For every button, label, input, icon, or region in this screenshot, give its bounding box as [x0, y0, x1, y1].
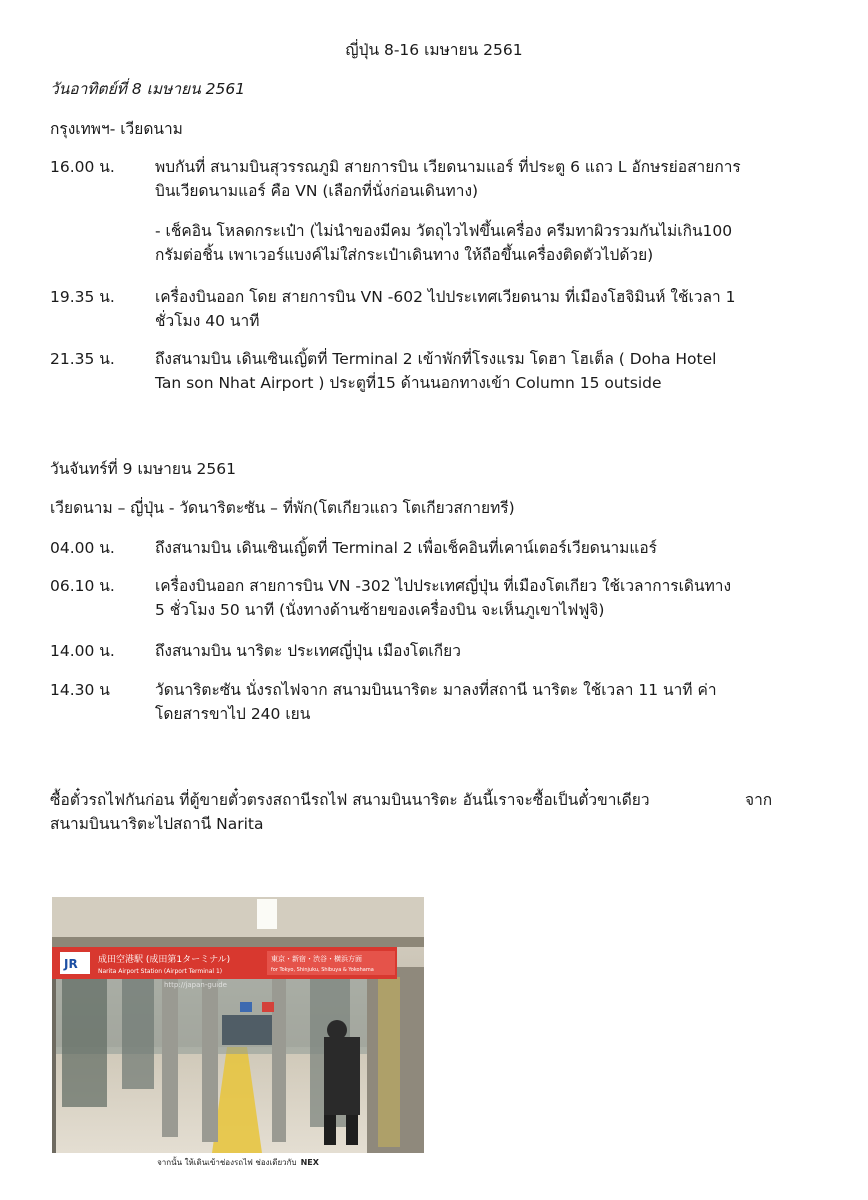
note-line-1-end: จาก [745, 791, 773, 809]
day1-time-1: 16.00 น. [50, 158, 115, 176]
note-line-2: สนามบินนาริตะไปสถานี Narita [50, 815, 264, 833]
day1-time-4: 21.35 น. [50, 350, 115, 368]
day2-desc-1a: ถึงสนามบิน เดินเซินเญิ้ตที่ Terminal 2 เพื่อเช็คอินที่เคาน์เตอร์เวียดนามแอร์ [155, 539, 657, 557]
day1-desc-3b: ชั่วโมง 40 นาที [155, 312, 260, 330]
sign-destination-jp: 東京・新宿・渋谷・横浜方面 [271, 955, 362, 963]
day1-desc-1b: บินเวียดนามแอร์ คือ VN (เลือกที่นั่งก่อนเดินทาง) [155, 182, 479, 200]
photo-caption-bold: NEX [300, 1158, 319, 1167]
day1-heading: วันอาทิตย์ที่ 8 เมษายน 2561 [50, 80, 246, 98]
page-title: ญี่ปุ่น 8-16 เมษายน 2561 [345, 41, 523, 59]
day2-desc-2a: เครื่องบินออก สายการบิน VN -302 ไปประเทศญี่ปุ่น ที่เมืองโตเกียว ใช้เวลาการเดินทาง [155, 577, 732, 595]
note-line-1: ซื้อตั๋วรถไฟกันก่อน ที่ตู้ขายตั๋วตรงสถานีรถไฟ สนามบินนาริตะ อันนี้เราจะซื้อเป็นตั๋วขาเดียว [50, 791, 650, 809]
sign-destination-en: for Tokyo, Shinjuku, Shibuya & Yokohama [271, 967, 374, 973]
day1-desc-4a: ถึงสนามบิน เดินเซินเญิ้ตที่ Terminal 2 เข้าพักที่โรงแรม โดฮา โฮเต็ล ( Doha Hotel [155, 350, 717, 368]
day1-desc-4b: Tan son Nhat Airport ) ประตูที่15 ด้านนอกทางเข้า Column 15 outside [155, 374, 662, 392]
photo-caption-text: จากนั้น ให้เดินเข้าช่องรถไฟ ช่องเดียวกับ [157, 1158, 297, 1167]
day2-desc-4b: โดยสารขาไป 240 เยน [155, 705, 311, 723]
day1-desc-3a: เครื่องบินออก โดย สายการบิน VN -602 ไปประเทศเวียดนาม ที่เมืองโฮจิมินห์ ใช้เวลา 1 [155, 288, 736, 306]
day1-desc-2b: กรัมต่อชิ้น เพาเวอร์แบงค์ไม่ใส่กระเป๋าเดินทาง ให้ถือขึ้นเครื่องติดตัวไปด้วย) [155, 246, 654, 264]
day2-route: เวียดนาม – ญี่ปุ่น - วัดนาริตะซัน – ที่พัก(โตเกียวแถว โตเกียวสกายทรี) [50, 499, 515, 517]
day2-time-4: 14.30 น [50, 681, 110, 699]
station-photo-illustration [52, 897, 424, 1153]
day1-route: กรุงเทพฯ- เวียดนาม [50, 120, 183, 138]
day2-time-1: 04.00 น. [50, 539, 115, 557]
day2-desc-2b: 5 ชั่วโมง 50 นาที (นั่งทางด้านซ้ายของเครื่องบิน จะเห็นภูเขาไฟฟูจิ) [155, 601, 605, 619]
jr-logo: JR [64, 957, 78, 971]
photo-caption [52, 1156, 424, 1170]
day2-time-2: 06.10 น. [50, 577, 115, 595]
photo-watermark: http://japan-guide [164, 981, 227, 989]
day2-desc-3a: ถึงสนามบิน นาริตะ ประเทศญี่ปุ่น เมืองโตเกียว [155, 642, 461, 660]
sign-station-jp: 成田空港駅 (成田第1ターミナル) [98, 955, 231, 965]
day1-desc-2a: - เช็คอิน โหลดกระเป๋า (ไม่นำของมีคม วัตถุไวไฟขึ้นเครื่อง ครีมทาผิวรวมกันไม่เกิน100 [155, 222, 733, 240]
day2-desc-4a: วัดนาริตะซัน นั่งรถไฟจาก สนามบินนาริตะ มาลงที่สถานี นาริตะ ใช้เวลา 11 นาที ค่า [155, 681, 717, 699]
sign-station-en: Narita Airport Station (Airport Terminal 1) [98, 968, 223, 975]
station-photo [52, 897, 424, 1153]
day1-desc-1a: พบกันที่ สนามบินสุวรรณภูมิ สายการบิน เวียดนามแอร์ ที่ประตู 6 แถว L อักษรย่อสายการ [155, 158, 741, 176]
day1-time-3: 19.35 น. [50, 288, 115, 306]
day2-time-3: 14.00 น. [50, 642, 115, 660]
day2-heading: วันจันทร์ที่ 9 เมษายน 2561 [50, 460, 236, 478]
